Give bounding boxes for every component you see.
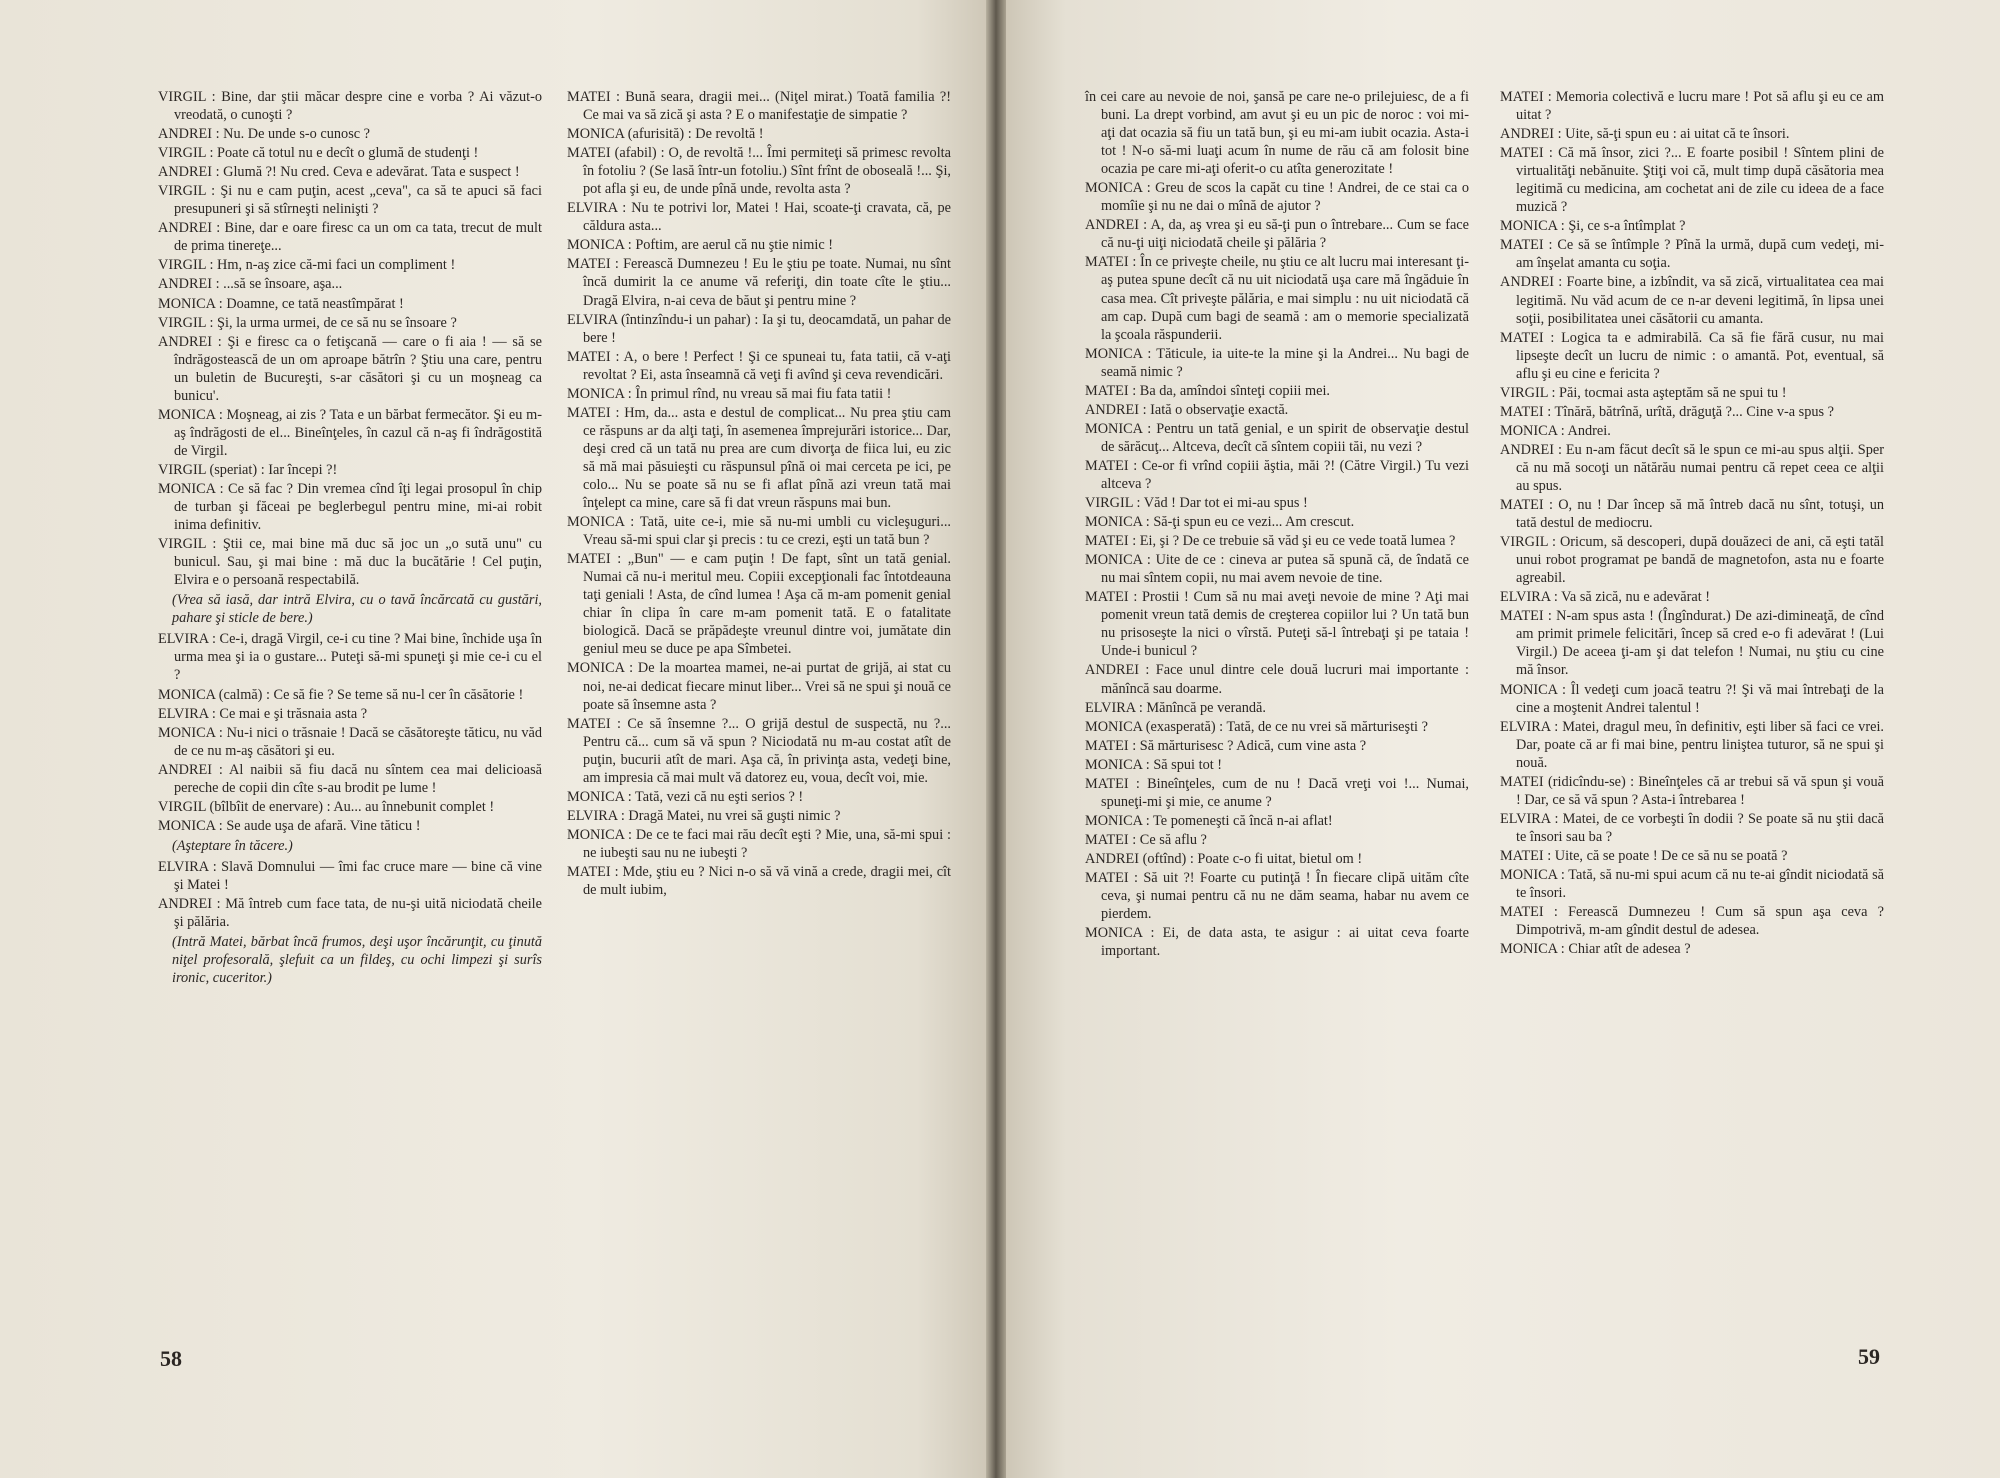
dialogue-line: MONICA : Ce să fac ? Din vremea cînd îţi legai prosopul în chip de turban şi făceai pe beglerbegul pentru mine, mi-ai robit inima definitiv. (158, 480, 542, 534)
dialogue-line: MONICA : Pentru un tată genial, e un spirit de observaţie destul de sărăcuţ... Altceva, decît că sîntem copiii tăi, nu vezi ? (1085, 420, 1469, 455)
dialogue-line: MATEI (ridicîndu-se) : Bineînţeles că ar trebui să vă spun şi vouă ! Dar, ce să vă spun ? Asta-i întrebarea ! (1500, 773, 1884, 808)
dialogue-line: ANDREI : Uite, să-ţi spun eu : ai uitat că te însori. (1500, 126, 1790, 143)
dialogue-line: MATEI : Mde, ştiu eu ? Nici n-o să vă vină a crede, dragii mei, cît de mult iubim, (567, 863, 951, 899)
dialogue-line: MONICA : Nu-i nici o trăsnaie ! Dacă se căsătoreşte tăticu, nu văd de ce nu m-aş căsători şi eu. (158, 724, 542, 759)
dialogue-line: MATEI : Tînără, bătrînă, urîtă, drăguţă ?... Cine v-a spus ? (1500, 403, 1835, 420)
dialogue-line: ANDREI : Iată o observaţie exactă. (1085, 401, 1289, 418)
dialogue-line: VIRGIL : Şi nu e cam puţin, acest „ceva", ca să te apuci să faci presupuneri şi să stîrneşti nelinişti ? (158, 183, 542, 218)
dialogue-line: MATEI : Bună seara, dragii mei... (Niţel mirat.) Toată familia ?! Ce mai va să zică şi asta ? E o manifestaţie de simpatie ? (567, 89, 951, 124)
dialogue-line: VIRGIL (bîlbîit de enervare) : Au... au înnebunit complet ! (158, 798, 495, 815)
dialogue-line: ELVIRA : Dragă Matei, nu vrei să guşti nimic ? (567, 807, 841, 824)
dialogue-line: MATEI : Să uit ?! Foarte cu putinţă ! În fiecare clipă uităm cîte ceva, şi numai pentru că nu ne dăm seama, habar nu avem ce pierdem. (1085, 869, 1469, 923)
dialogue-line: MONICA : Moşneag, ai zis ? Tata e un bărbat fermecător. Şi eu m-aş îndrăgosti de el... Bineînţeles, în cazul că n-aş fi îndrăgostită de Virgil. (158, 406, 542, 459)
dialogue-line: MATEI : Hm, da... asta e destul de complicat... Nu prea ştiu cam ce răspuns ar da alţi taţi, în asemenea împrejurări istorice... Dar, deşi cred că un tată nu prea are cum divorţa de fiica lui, eu zic să mă mai păsuieşti cu răspunsul pînă oi mai cerceta pe ici, pe colo... Nu se poate să nu se fi aflat pînă azi vreun tată mai înţelept ca mine, care să fi dat vreun răspuns mai bun. (567, 404, 951, 512)
dialogue-line: MATEI : Ei, şi ? De ce trebuie să văd şi eu ce vede toată lumea ? (1085, 533, 1456, 550)
dialogue-line: MONICA : Uite de ce : cineva ar putea să spună că, de îndată ce nu mai sîntem copii, nu mai avem nevoie de tine. (1085, 552, 1469, 587)
dialogue-line: ELVIRA : Mănîncă pe verandă. (1085, 699, 1266, 716)
dialogue-line: MONICA (exasperată) : Tată, de ce nu vrei să mărturiseşti ? (1085, 718, 1428, 735)
dialogue-line: MATEI : Ferească Dumnezeu ! Eu le ştiu pe toate. Numai, nu sînt încă dumirit la ce anume vă referiţi, din toate cîte le ştiu... Dragă Elvira, n-ai ceva de băut şi pentru mine ? (567, 256, 951, 309)
dialogue-line: MATEI : N-am spus asta ! (Îngîndurat.) De azi-dimineaţă, de cînd am primit primele felicitări, încep să cred e-o fi adevărat ! (Lui Virgil.) De aceea ţi-am şi dat telefon ! Numai, nu ştiu cu cine mă însor. (1500, 608, 1884, 679)
dialogue-line: MONICA : De la moartea mamei, ne-ai purtat de grijă, ai stat cu noi, ne-ai dedicat fiecare minut liber... Vrei să ne spui şi nouă ce poate să însemne asta ? (567, 660, 951, 713)
dialogue-line: MATEI : Bineînţeles, cum de nu ! Dacă vreţi voi !... Numai, spuneţi-mi şi mie, ce anume ? (1085, 775, 1469, 810)
right-page (1006, 0, 2000, 1478)
left-page (0, 0, 986, 1478)
dialogue-line: MATEI : O, nu ! Dar încep să mă întreb dacă nu sînt, totuşi, un tată destul de mediocru. (1500, 497, 1884, 532)
page-number-left: 58 (160, 1346, 182, 1371)
dialogue-line: MONICA : Să spui tot ! (1085, 756, 1223, 773)
dialogue-line: MATEI : A, o bere ! Perfect ! Şi ce spuneai tu, fata tatii, că v-aţi revoltat ? Ei, asta înseamnă că veţi fi avînd şi ceva revendicări. (567, 348, 951, 383)
dialogue-line: ELVIRA : Va să zică, nu e adevărat ! (1500, 589, 1711, 606)
page-number-right: 59 (1858, 1344, 1880, 1369)
dialogue-line: MATEI : Ce să se întîmple ? Pînă la urmă, după cum vedeţi, mi-am înşelat amanta cu soţia. (1500, 237, 1884, 272)
dialogue-line: MONICA : Poftim, are aerul că nu ştie nimic ! (567, 237, 834, 254)
dialogue-line: MONICA : Tată, uite ce-i, mie să nu-mi umbli cu vicleşuguri... Vreau să-mi spui clar şi precis : tu ce crezi, eşti un tată bun ? (567, 514, 951, 549)
dialogue-line: MONICA : Să-ţi spun eu ce vezi... Am crescut. (1085, 514, 1355, 531)
dialogue-line: MATEI : „Bun" — e cam puţin ! De fapt, sînt un tată genial. Numai că nu-i meritul meu. Copiii excepţionali fac întotdeauna taţi geniali ! Asta, de cînd lumea ! Aşa că m-am pomenit genial chiar în clipa în care m-am pomenit tată. E o fatalitate biologică. Dacă se prăpădeşte vreunul dintre voi, jumătate din geniul meu se duce pe apa Sîmbetei. (567, 551, 951, 658)
stage-direction: (Aşteptare în tăcere.) (172, 837, 293, 854)
dialogue-line: VIRGIL : Văd ! Dar tot ei mi-au spus ! (1085, 495, 1308, 512)
dialogue-line: MONICA : Te pomeneşti că încă n-ai aflat! (1085, 812, 1333, 829)
dialogue-line: MONICA : Tăticule, ia uite-te la mine şi la Andrei... Nu bagi de seamă nimic ? (1085, 345, 1469, 380)
dialogue-line: ANDREI (oftînd) : Poate c-o fi uitat, bietul om ! (1085, 850, 1363, 867)
dialogue-line: MATEI : Ce-or fi vrînd copiii ăştia, măi ?! (Către Virgil.) Tu vezi altceva ? (1085, 457, 1469, 492)
dialogue-line: MATEI : Memoria colectivă e lucru mare ! Pot să aflu şi eu ce am uitat ? (1500, 89, 1884, 124)
dialogue-line: MATEI : Să mărturisesc ? Adică, cum vine asta ? (1085, 737, 1367, 754)
dialogue-line: ELVIRA : Matei, de ce vorbeşti în dodii ? Se poate să nu ştii dacă te însori sau ba ? (1500, 810, 1884, 845)
dialogue-line: MONICA : Şi, ce s-a întîmplat ? (1500, 218, 1686, 235)
stage-direction: (Intră Matei, bărbat încă frumos, deşi uşor încărunţit, cu ţinută niţel profesorală, şlefuit ca un fildeş, cu ochi limpezi şi surîs ironic, cuceritor.) (172, 934, 542, 987)
dialogue-line: VIRGIL : Şi, la urma urmei, de ce să nu se însoare ? (158, 314, 457, 331)
dialogue-line: în cei care au nevoie de noi, şansă pe care ne-o prilejuiesc, de a fi buni. La drept vorbind, am avut şi eu un pic de noroc : voi mi-aţi dat ocazia să fiu un tată bun, şi eu mi-am iubit ocazia. Asta-i tot ! N-o să-mi luaţi acum în nume de rău că am folosit bine ocazia pe care mi-aţi oferit-o cu atîta generozitate ! (1085, 89, 1469, 178)
dialogue-line: VIRGIL : Poate că totul nu e decît o glumă de studenţi ! (158, 145, 479, 162)
dialogue-line: VIRGIL : Bine, dar ştii măcar despre cine e vorba ? Ai văzut-o vreodată, o cunoşti ? (158, 89, 542, 124)
dialogue-line: ANDREI : Al naibii să fiu dacă nu sîntem cea mai delicioasă pereche de copii din cîte s-au brodit pe lume ! (158, 761, 542, 796)
dialogue-line: MONICA : În primul rînd, nu vreau să mai fiu fata tatii ! (567, 385, 892, 402)
dialogue-line: MATEI : Ferească Dumnezeu ! Cum să spun aşa ceva ? Dimpotrivă, m-am gîndit destul de adesea. (1500, 904, 1884, 939)
dialogue-line: MONICA (calmă) : Ce să fie ? Se teme să nu-l cer în căsătorie ! (158, 686, 524, 703)
stage-direction: (Vrea să iasă, dar intră Elvira, cu o tavă încărcată cu gustări, pahare şi sticle de bere.) (172, 592, 542, 627)
dialogue-line: MATEI (afabil) : O, de revoltă !... Îmi permiteţi să primesc revolta în fotoliu ? (Se lasă într-un fotoliu.) Sînt frînt de oboseală !... Şi, pot afla şi eu, de unde pînă unde, revolta asta ? (567, 145, 951, 198)
dialogue-line: MONICA : Ei, de data asta, te asigur : ai uitat ceva foarte important. (1085, 925, 1469, 960)
text-column-1 (158, 88, 542, 1338)
dialogue-line: MONICA : Doamne, ce tată neastîmpărat ! (158, 295, 404, 312)
dialogue-line: MONICA : Se aude uşa de afară. Vine tăticu ! (158, 817, 421, 834)
dialogue-line: ELVIRA : Slavă Domnului — îmi fac cruce mare — bine că vine şi Matei ! (158, 858, 542, 893)
dialogue-line: MATEI : Ba da, amîndoi sînteţi copiii mei. (1085, 382, 1330, 399)
dialogue-line: VIRGIL : Hm, n-aş zice că-mi faci un compliment ! (158, 257, 456, 274)
dialogue-line: ANDREI : Nu. De unde s-o cunosc ? (158, 126, 371, 143)
dialogue-line: VIRGIL (speriat) : Iar începi ?! (158, 461, 338, 478)
dialogue-line: VIRGIL : Ştii ce, mai bine mă duc să joc un „o sută unu" cu bunicul. Sau, şi mai bine : mă duc la bucătărie ! Cel puţin, Elvira e o persoană respectabilă. (158, 536, 542, 589)
dialogue-line: ANDREI : Eu n-am făcut decît să le spun ce mi-au spus alţii. Sper că nu mă socoţi un nătărău numai pentru că repet ceea ce alţii au spus. (1500, 441, 1884, 494)
dialogue-line: ANDREI : ...să se însoare, aşa... (158, 276, 343, 293)
dialogue-line: MATEI : Că mă însor, zici ?... E foarte posibil ! Sîntem plini de virtualităţi nebănuite. Ştiţi voi că, mult timp după căsătoria mea legitimă cu medicina, am cochetat ani de zile cu ideea de a face muzică ? (1500, 145, 1884, 216)
dialogue-line: MONICA : Andrei. (1500, 422, 1611, 439)
dialogue-line: ELVIRA : Ce mai e şi trăsnaia asta ? (158, 705, 368, 722)
dialogue-line: MATEI : Ce să însemne ?... O grijă destul de suspectă, nu ?... Pentru că... cum să vă spun ? Niciodată nu m-au costat atît de puţin, bucurii atît de mari. Aşa că, în privinţa asta, vedeţi bine, am impresia că mai mult vă datorez eu, voua, decît voi, mie. (567, 715, 951, 786)
dialogue-line: ANDREI : Glumă ?! Nu cred. Ceva e adevărat. Tata e suspect ! (158, 164, 520, 181)
dialogue-line: MATEI : Prostii ! Cum să nu mai aveţi nevoie de mine ? Aţi mai pomenit vreun tată demis de creşterea copiilor lui ? Un tată bun nu prisoseşte la nici o vîrstă. Puteţi să-l întrebaţi şi pe tataia ! Unde-i bunicul ? (1085, 589, 1469, 660)
dialogue-line: MONICA : Tată, vezi că nu eşti serios ? ! (567, 788, 804, 805)
text-column-3 (1085, 88, 1469, 1338)
dialogue-line: ANDREI : Mă întreb cum face tata, de nu-şi uită niciodată cheile şi pălăria. (158, 896, 542, 931)
dialogue-line: MONICA : Îl vedeţi cum joacă teatru ?! Şi vă mai întrebaţi de la cine a moştenit Andrei talentul ! (1500, 681, 1884, 716)
dialogue-line: ANDREI : Bine, dar e oare firesc ca un om ca tata, trecut de mult de prima tinereţe... (158, 220, 542, 255)
dialogue-line: VIRGIL : Oricum, să descoperi, după douăzeci de ani, că eşti tatăl unui robot programat pe bandă de magnetofon, asta nu e foarte agreabil. (1500, 534, 1884, 587)
dialogue-line: ELVIRA : Ce-i, dragă Virgil, ce-i cu tine ? Mai bine, închide uşa în urma mea şi ia o gustare... Puteţi să-mi spuneţi şi mie ce-i cu el ? (158, 631, 542, 684)
dialogue-line: ELVIRA : Nu te potrivi lor, Matei ! Hai, scoate-ţi cravata, că, pe căldura asta... (567, 200, 951, 235)
dialogue-line: MONICA : De ce te faci mai rău decît eşti ? Mie, una, să-mi spui : ne iubeşti sau nu ne iubeşti ? (567, 826, 951, 861)
dialogue-line: MONICA : Chiar atît de adesea ? (1500, 941, 1691, 958)
dialogue-line: MONICA (afurisită) : De revoltă ! (567, 126, 764, 143)
dialogue-line: MONICA : Tată, să nu-mi spui acum că nu te-ai gîndit niciodată să te însori. (1500, 866, 1884, 902)
dialogue-line: MATEI : Uite, că se poate ! De ce să nu se poată ? (1500, 847, 1788, 864)
dialogue-line: MATEI : Ce să aflu ? (1085, 831, 1207, 848)
dialogue-line: MONICA : Greu de scos la capăt cu tine ! Andrei, de ce stai ca o momîie şi nu ne dai o mînă de ajutor ? (1085, 180, 1469, 215)
dialogue-line: MATEI : În ce priveşte cheile, nu ştiu ce alt lucru mai interesant ţi-aş putea spune decît că nu uit niciodată uşa care mă îngăduie în casa mea. Cît priveşte pălăria, e mai simplu : nu uit niciodată că am cap. După cum bagi de seamă : am o memorie specializată la şcoala răspunderii. (1085, 254, 1469, 343)
text-column-4 (1500, 88, 1884, 1338)
text-column-2 (567, 88, 951, 1338)
dialogue-line: ELVIRA (întinzîndu-i un pahar) : Ia şi tu, deocamdată, un pahar de bere ! (567, 311, 951, 346)
dialogue-line: MATEI : Logica ta e admirabilă. Ca să fie fără cusur, nu mai lipseşte decît un lucru de nimic : o amantă. Pot, eventual, să aflu şi eu cine e fericita ? (1500, 329, 1884, 382)
book-gutter (986, 0, 1006, 1478)
dialogue-line: ELVIRA : Matei, dragul meu, în definitiv, eşti liber să faci ce vrei. Dar, poate că ar fi mai bine, pentru liniştea tuturor, să ne spui şi nouă. (1500, 718, 1884, 771)
dialogue-line: VIRGIL : Păi, tocmai asta aşteptăm să ne spui tu ! (1500, 384, 1787, 401)
dialogue-line: ANDREI : Foarte bine, a izbîndit, va să zică, virtualitatea cea mai legitimă. Nu văd acum de ce n-ar deveni legitimă, în lipsa unei soţii, posibilitatea unei căsătorii cu amanta. (1500, 274, 1884, 327)
dialogue-line: ANDREI : Şi e firesc ca o fetişcană — care o fi aia ! — să se îndrăgostească de un om aproape bătrîn ? Ştiu una care, pentru un buletin de Bucureşti, s-ar căsători şi cu un moşneag ca bunicu'. (158, 333, 542, 404)
dialogue-line: ANDREI : Face unul dintre cele două lucruri mai importante : mănîncă sau doarme. (1085, 662, 1469, 697)
dialogue-line: ANDREI : A, da, aş vrea şi eu să-ţi pun o întrebare... Cum se face că nu-ţi uiţi niciodată cheile şi pălăria ? (1085, 217, 1469, 252)
